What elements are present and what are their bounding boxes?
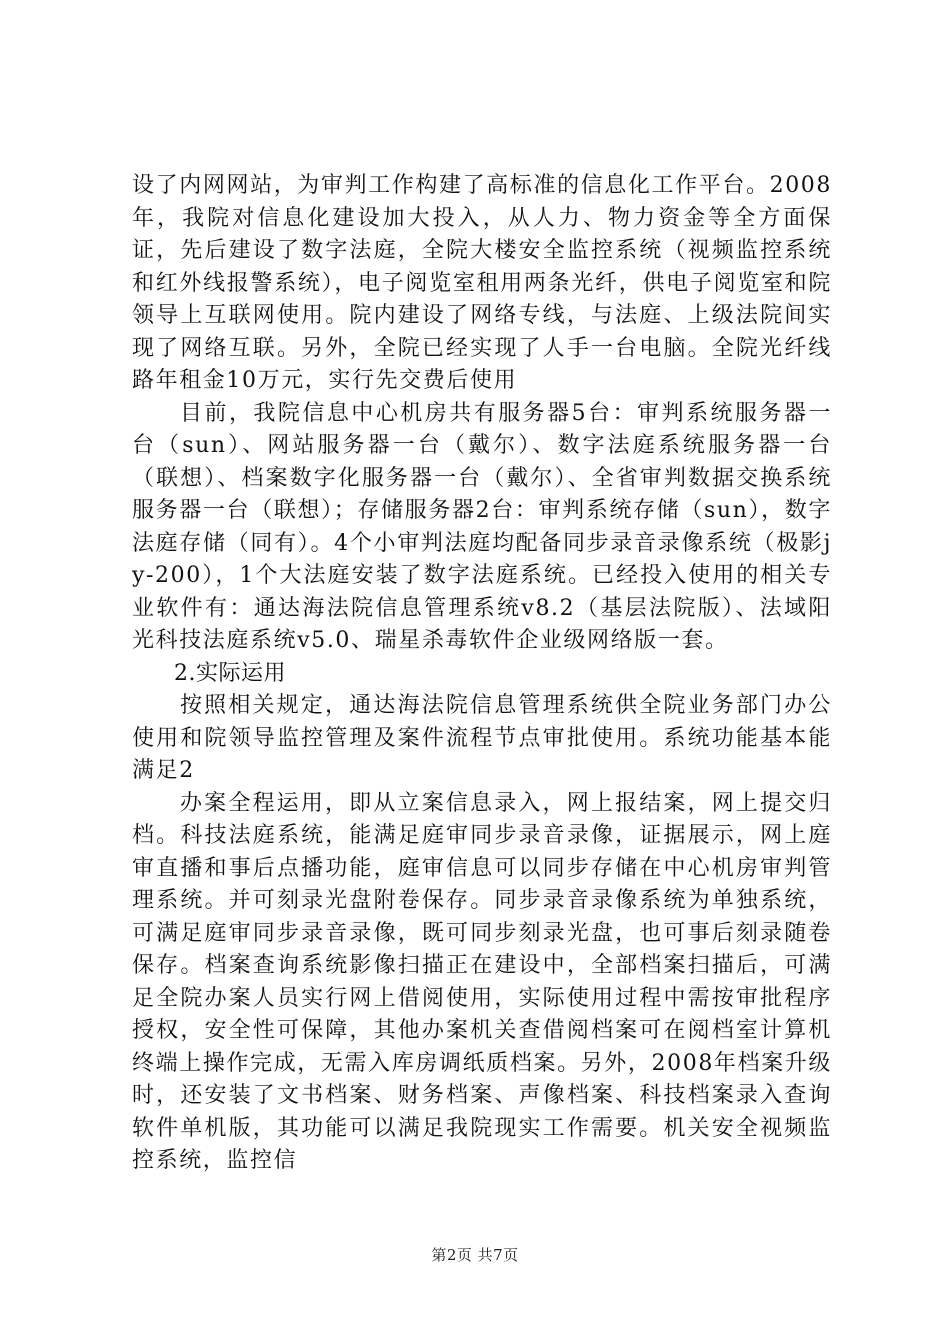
paragraph-full-process: 办案全程运用，即从立案信息录入，网上报结案，网上提交归档。科技法庭系统，能满足庭审同步录音录像，证据展示，网上庭审直播和事后点播功能，庭审信息可以同步存储在中心机房审判管理系统。并可刻录光盘附卷保存。同步录音录像系统为单独系统，可满足庭审同步录音录像，既可同步刻录光盘，也可事后刻录随卷保存。档案查询系统影像扫描正在建设中，全部档案扫描后，可满足全院办案人员实行网上借阅使用，实际使用过程中需按审批程序授权，安全性可保障，其他办案机关查借阅档案可在阅档室计算机终端上操作完成，无需入库房调纸质档案。另外，2008年档案升级时，还安装了文书档案、财务档案、声像档案、科技档案录入查询软件单机版，其功能可以满足我院现实工作需要。机关安全视频监控系统，监控信 bbox=[132, 790, 832, 1173]
section-heading: 2.实际运用 bbox=[174, 660, 286, 686]
paragraph-system-usage: 按照相关规定，通达海法院信息管理系统供全院业务部门办公使用和院领导监控管理及案件流程节点审批使用。系统功能基本能满足2 bbox=[132, 693, 832, 783]
page-footer: 第2页 共7页 bbox=[431, 1246, 519, 1264]
document-body bbox=[132, 170, 832, 1178]
paragraph-continuation: 设了内网网站，为审判工作构建了高标准的信息化工作平台。2008年，我院对信息化建设加大投入，从人力、物力资金等全方面保证，先后建设了数字法庭，全院大楼安全监控系统（视频监控系统和红外线报警系统），电子阅览室租用两条光纤，供电子阅览室和院领导上互联网使用。院内建设了网络专线，与法庭、上级法院间实现了网络互联。另外，全院已经实现了人手一台电脑。全院光纤线路年租金10万元，实行先交费后使用 bbox=[132, 173, 832, 393]
paragraph-server-inventory: 目前，我院信息中心机房共有服务器5台：审判系统服务器一台（sun）、网站服务器一台（戴尔）、数字法庭系统服务器一台（联想）、档案数字化服务器一台（戴尔）、全省审判数据交换系统服务器一台（联想）；存储服务器2台：审判系统存储（sun），数字法庭存储（同有）。4个小审判法庭均配备同步录音录像系统（极影jy-200），1个大法庭安装了数字法庭系统。已经投入使用的相关专业软件有：通达海法院信息管理系统v8.2（基层法院版）、法域阳光科技法庭系统v5.0、瑞星杀毒软件企业级网络版一套。 bbox=[132, 400, 832, 653]
